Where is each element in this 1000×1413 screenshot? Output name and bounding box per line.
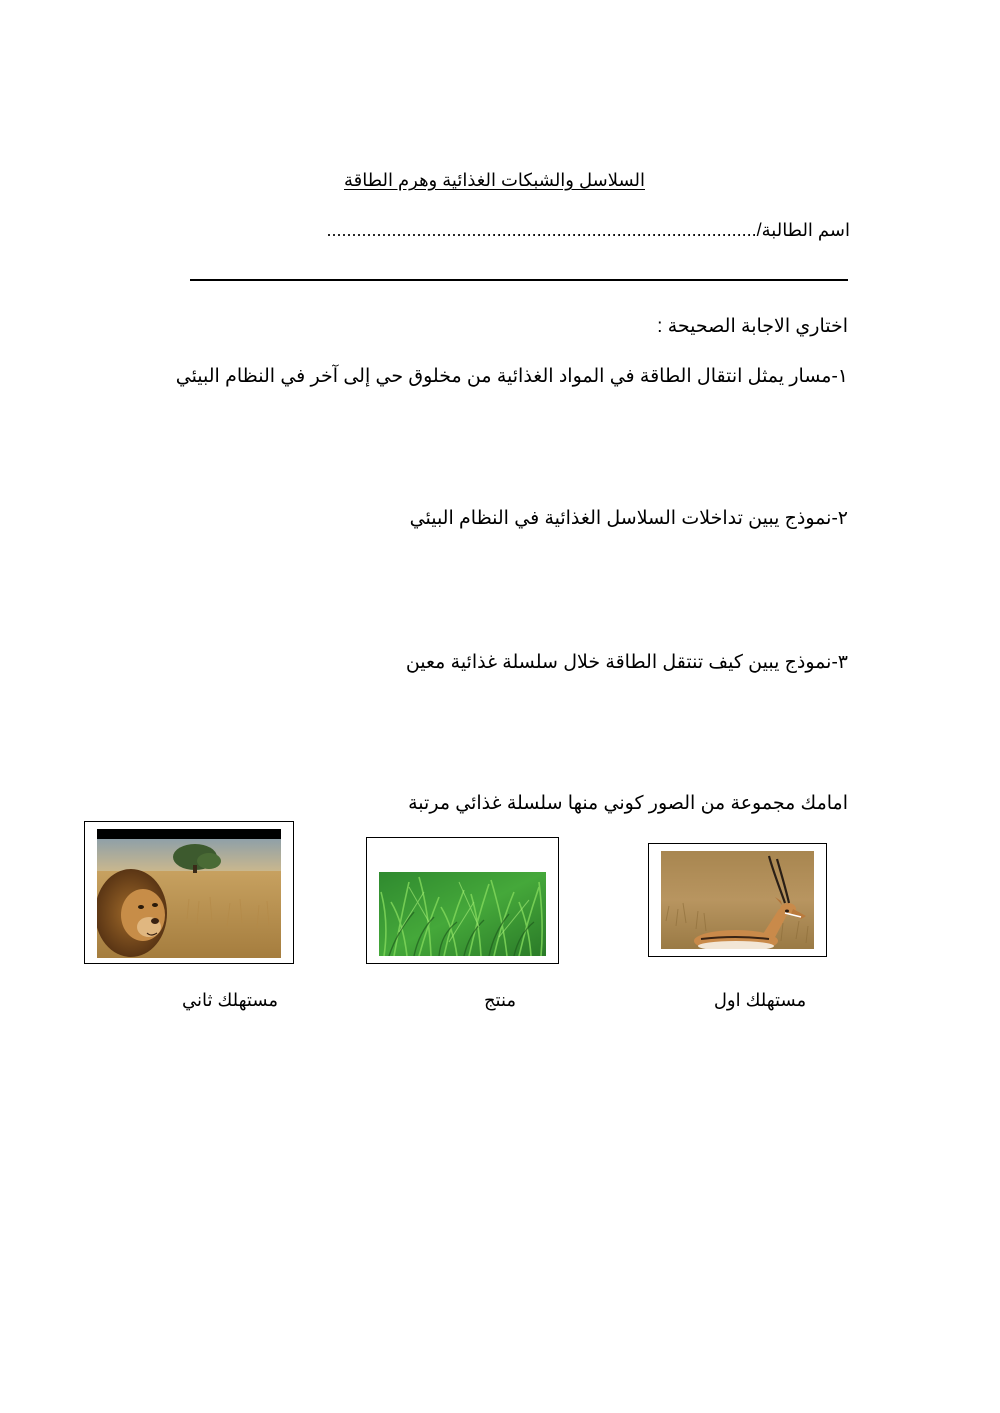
gazelle-image: [661, 851, 814, 949]
gazelle-image-frame[interactable]: [648, 843, 827, 957]
question-1: ١-مسار يمثل انتقال الطاقة في المواد الغذائية من مخلوق حي إلى آخر في النظام البيئي: [175, 366, 848, 387]
grass-image: [379, 872, 546, 956]
lion-image-frame[interactable]: [84, 821, 294, 964]
images-instruction: امامك مجموعة من الصور كوني منها سلسلة غذائي مرتبة: [408, 793, 848, 814]
grass-image-frame[interactable]: [366, 837, 559, 964]
separator-line: [190, 279, 848, 281]
student-name-label: اسم الطالبة/: [756, 220, 850, 240]
caption-grass: منتج: [483, 990, 517, 1010]
caption-gazelle: مستهلك اول: [713, 990, 807, 1010]
lion-image: [97, 829, 281, 958]
student-name-blank[interactable]: ......................................................................................: [326, 220, 757, 240]
instruction-text: اختاري الاجابة الصحيحة :: [657, 316, 848, 337]
question-2: ٢-نموذج يبين تداخلات السلاسل الغذائية في النظام البيئي: [409, 508, 848, 529]
question-3: ٣-نموذج يبين كيف تنتقل الطاقة خلال سلسلة غذائية معين: [405, 652, 848, 673]
caption-lion: مستهلك ثاني: [181, 990, 279, 1010]
worksheet-title: السلاسل والشبكات الغذائية وهرم الطاقة: [344, 170, 645, 190]
student-name-line: [195, 220, 850, 241]
